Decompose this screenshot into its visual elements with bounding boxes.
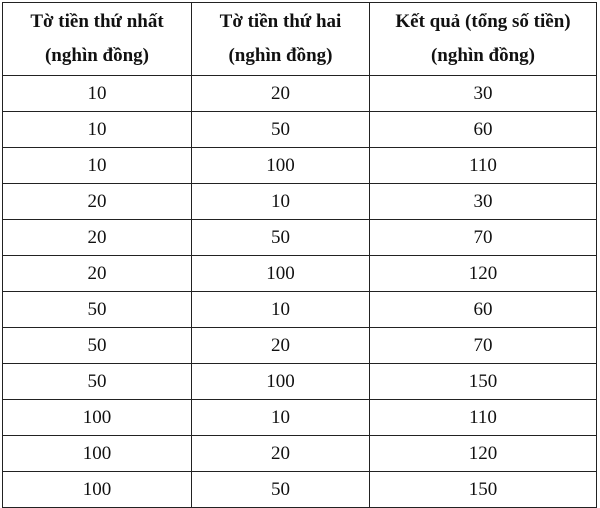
table-row xyxy=(3,112,597,148)
table-row xyxy=(3,400,597,436)
cell-result: 120 xyxy=(370,436,597,472)
header-second-note-title: Tờ tiền thứ hai xyxy=(219,11,342,32)
header-result xyxy=(370,3,597,76)
cell-second-note: 20 xyxy=(192,76,370,112)
money-sum-table xyxy=(2,2,597,508)
cell-first-note: 100 xyxy=(3,436,192,472)
table-row xyxy=(3,184,597,220)
cell-result: 60 xyxy=(370,112,597,148)
table-row xyxy=(3,472,597,508)
cell-second-note: 100 xyxy=(192,256,370,292)
header-second-note xyxy=(192,3,370,76)
table-row xyxy=(3,292,597,328)
header-first-note xyxy=(3,3,192,76)
table-row xyxy=(3,328,597,364)
cell-second-note: 10 xyxy=(192,184,370,220)
cell-first-note: 20 xyxy=(3,220,192,256)
cell-result: 120 xyxy=(370,256,597,292)
money-sum-table-container xyxy=(2,2,596,498)
cell-result: 70 xyxy=(370,220,597,256)
cell-first-note: 10 xyxy=(3,76,192,112)
cell-first-note: 10 xyxy=(3,112,192,148)
table-row xyxy=(3,76,597,112)
table-row xyxy=(3,256,597,292)
cell-second-note: 20 xyxy=(192,328,370,364)
table-row xyxy=(3,148,597,184)
header-first-note-title: Tờ tiền thứ nhất xyxy=(30,11,164,32)
table-row xyxy=(3,364,597,400)
cell-result: 110 xyxy=(370,148,597,184)
cell-first-note: 20 xyxy=(3,184,192,220)
header-result-title: Kết quả (tổng số tiền) xyxy=(395,11,571,32)
cell-result: 60 xyxy=(370,292,597,328)
header-row xyxy=(3,3,597,76)
cell-result: 30 xyxy=(370,184,597,220)
table-body xyxy=(3,76,597,508)
cell-second-note: 20 xyxy=(192,436,370,472)
cell-result: 150 xyxy=(370,472,597,508)
header-first-note-unit: (nghìn đồng) xyxy=(44,45,150,66)
cell-first-note: 50 xyxy=(3,364,192,400)
cell-second-note: 100 xyxy=(192,364,370,400)
cell-first-note: 100 xyxy=(3,400,192,436)
table-row xyxy=(3,220,597,256)
table-row xyxy=(3,436,597,472)
cell-result: 150 xyxy=(370,364,597,400)
cell-result: 70 xyxy=(370,328,597,364)
cell-second-note: 50 xyxy=(192,220,370,256)
cell-first-note: 20 xyxy=(3,256,192,292)
cell-second-note: 10 xyxy=(192,400,370,436)
header-second-note-unit: (nghìn đồng) xyxy=(228,45,333,66)
header-result-unit: (nghìn đồng) xyxy=(430,45,536,66)
cell-first-note: 50 xyxy=(3,292,192,328)
cell-result: 110 xyxy=(370,400,597,436)
cell-second-note: 100 xyxy=(192,148,370,184)
cell-result: 30 xyxy=(370,76,597,112)
cell-second-note: 50 xyxy=(192,472,370,508)
cell-second-note: 50 xyxy=(192,112,370,148)
cell-first-note: 10 xyxy=(3,148,192,184)
cell-second-note: 10 xyxy=(192,292,370,328)
cell-first-note: 50 xyxy=(3,328,192,364)
cell-first-note: 100 xyxy=(3,472,192,508)
